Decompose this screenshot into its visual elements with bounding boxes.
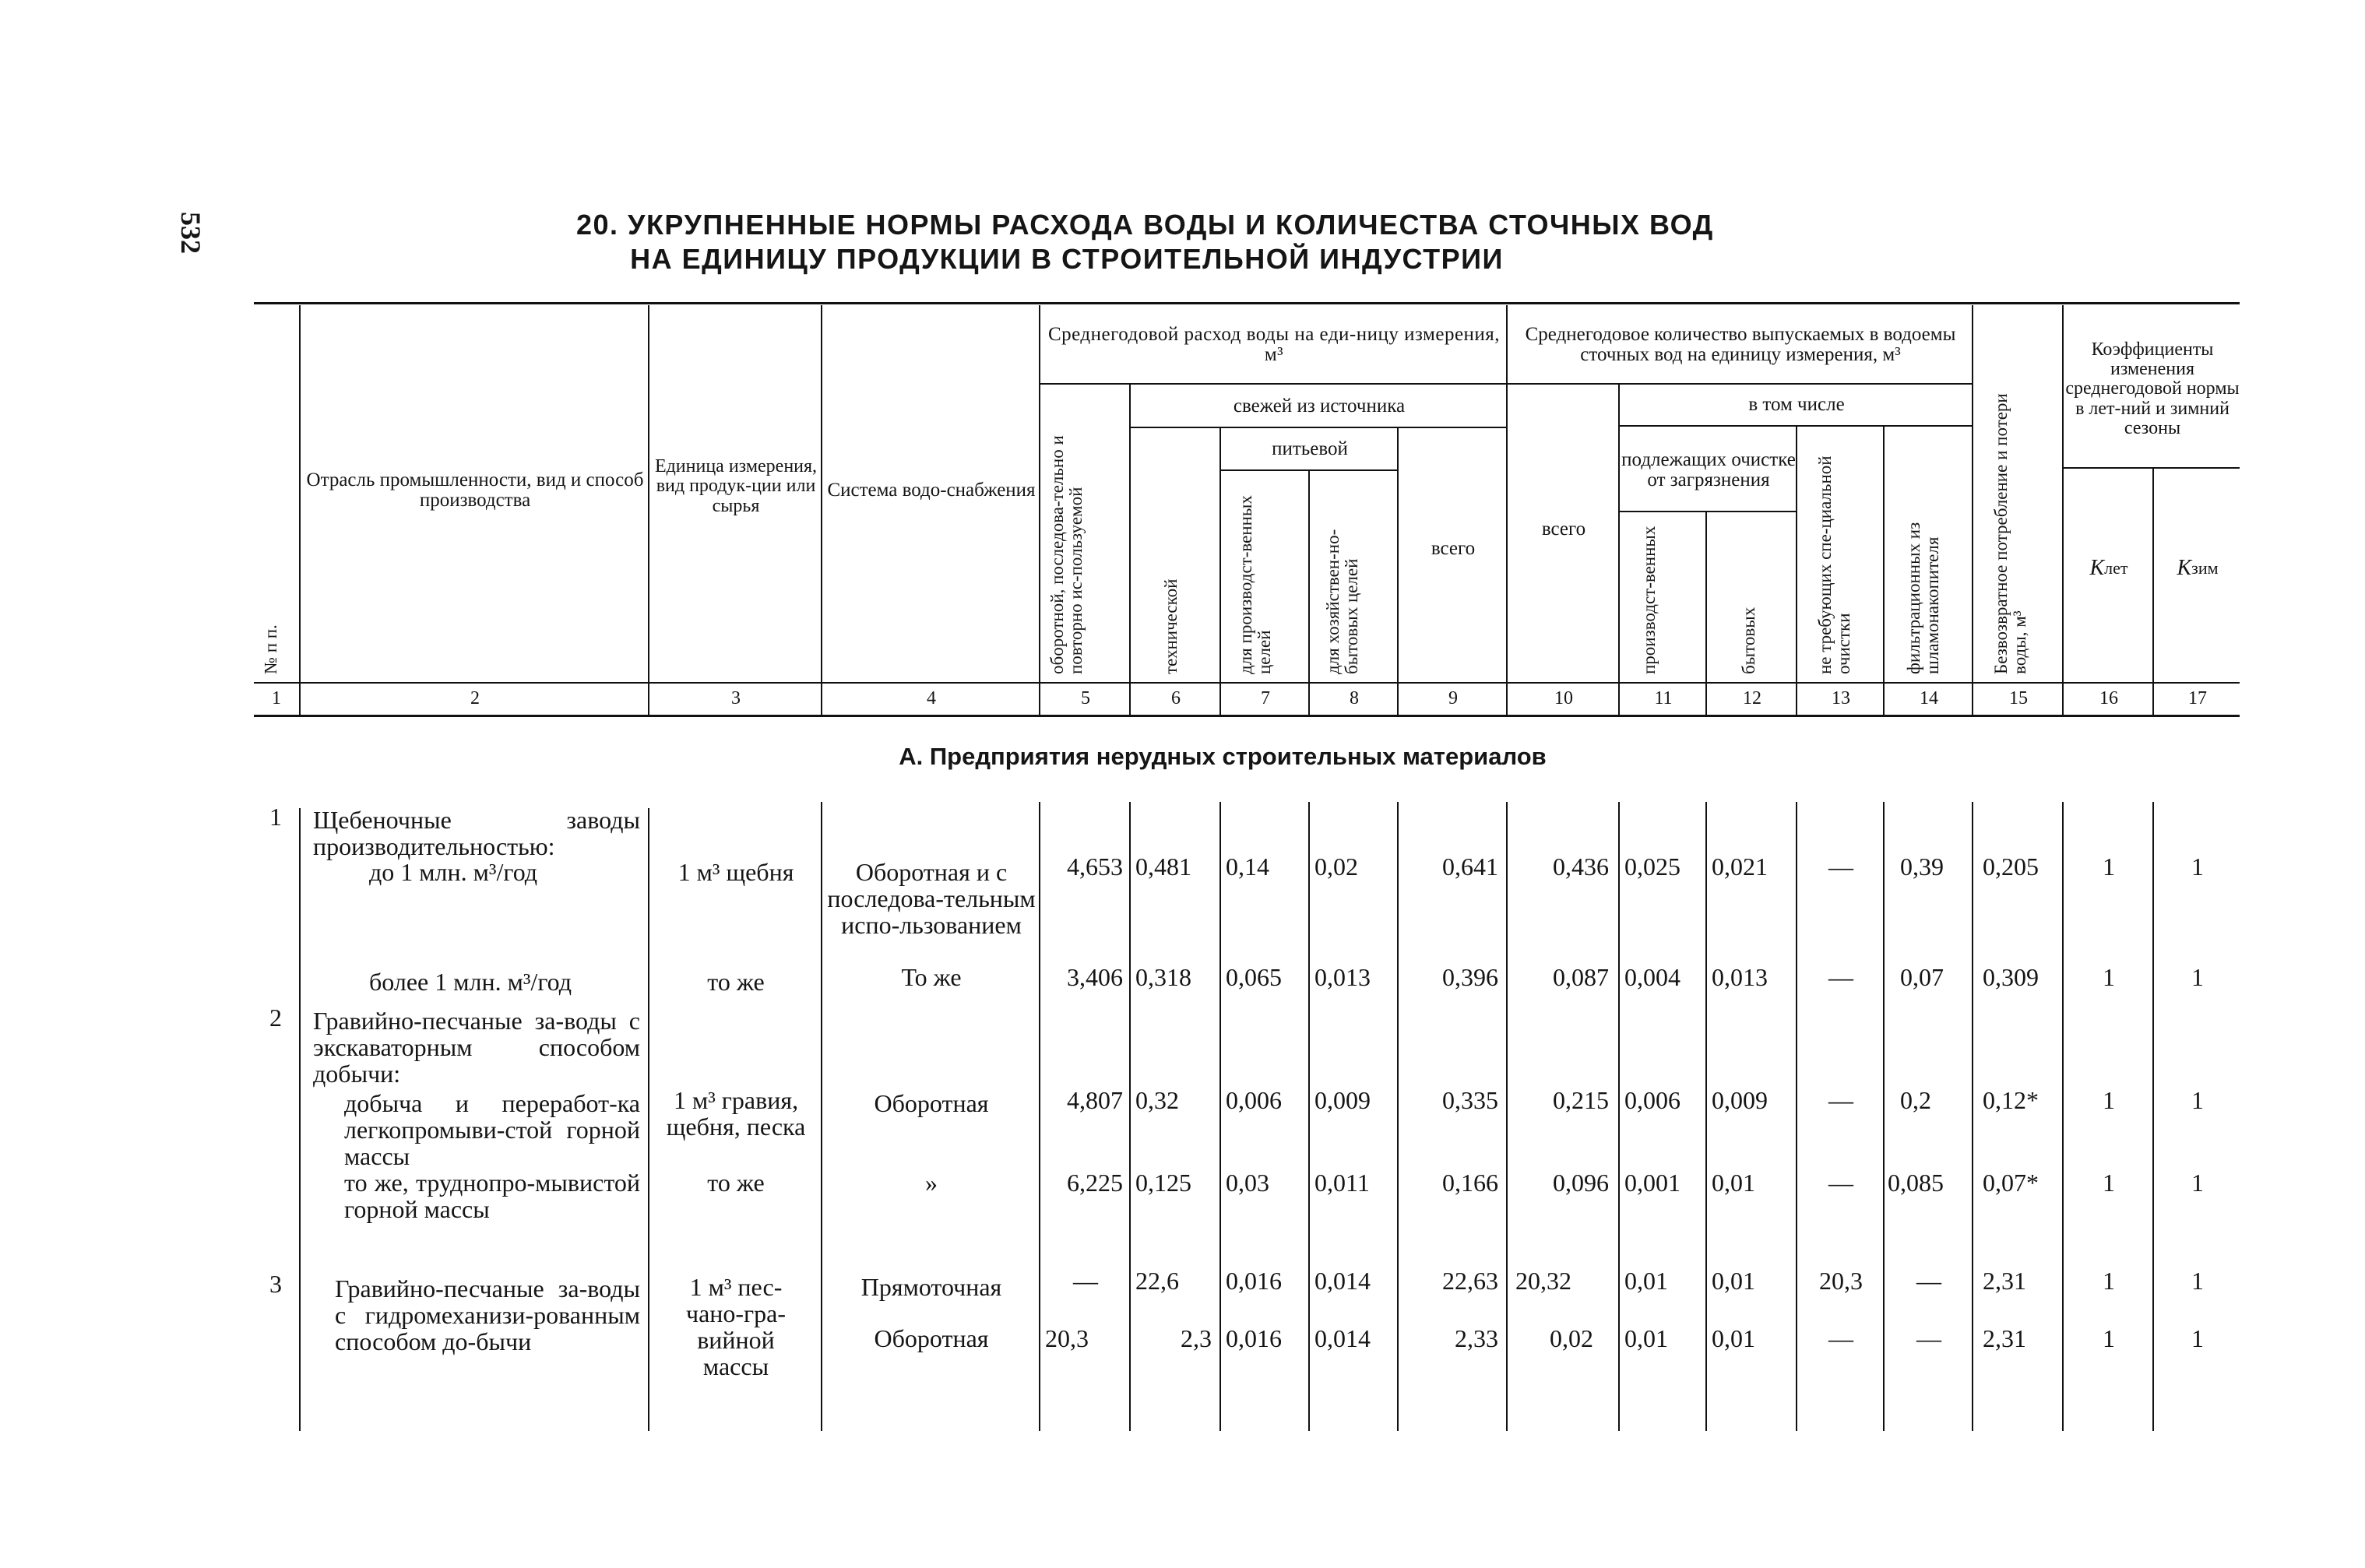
cell-value: 4,807 bbox=[1067, 1086, 1123, 1114]
section-title: А. Предприятия нерудных строительных материалов bbox=[899, 743, 1547, 770]
cell-value: 6,225 bbox=[1067, 1169, 1123, 1197]
cell-value: 0,001 bbox=[1624, 1169, 1680, 1197]
header-losses: Безвозвратное потребление и потери воды, м³ bbox=[1991, 393, 2030, 674]
column-number: 17 bbox=[2188, 688, 2207, 708]
column-number: 4 bbox=[927, 688, 936, 708]
header-row-number: № п п. bbox=[261, 624, 280, 674]
rule-coef bbox=[2062, 467, 2240, 469]
body-vline-1 bbox=[299, 808, 301, 1431]
body-vline-9 bbox=[1506, 802, 1508, 1431]
header-drinking: питьевой bbox=[1272, 438, 1348, 459]
cell-value: 1 bbox=[2103, 1324, 2115, 1352]
cell-value: 0,087 bbox=[1553, 963, 1609, 991]
vline-14 bbox=[1972, 305, 1973, 715]
cell-value: 0,021 bbox=[1712, 853, 1768, 881]
vline-6 bbox=[1219, 428, 1221, 715]
cell-value: 0,07* bbox=[1983, 1169, 2039, 1197]
header-industrial: производст-венных bbox=[1639, 526, 1659, 674]
row-number: 3 bbox=[269, 1270, 282, 1298]
cell-value: 1 bbox=[2191, 1324, 2204, 1352]
vline-11 bbox=[1705, 512, 1707, 715]
body-vline-12 bbox=[1796, 802, 1797, 1431]
cell-value: — bbox=[1828, 853, 1853, 881]
cell-system: Оборотная bbox=[874, 1324, 989, 1352]
header-household: бытовых bbox=[1739, 606, 1758, 674]
row-label: Щебеночные заводы производительностью: bbox=[313, 806, 640, 860]
cell-value: 0,01 bbox=[1624, 1267, 1668, 1295]
header-bottom-rule bbox=[254, 715, 2240, 717]
column-number: 6 bbox=[1171, 688, 1181, 708]
header-coefficients: Коэффициенты изменения среднегодовой нормы в лет-ний и зимний сезоны bbox=[2065, 339, 2240, 438]
body-vline-8 bbox=[1397, 802, 1399, 1431]
cell-value: 0,396 bbox=[1442, 963, 1498, 991]
vline-10 bbox=[1618, 385, 1620, 715]
header-production-needs: для производст-венных целей bbox=[1236, 495, 1275, 674]
row-number: 1 bbox=[269, 803, 282, 831]
rule-consumption bbox=[1040, 383, 1506, 385]
cell-unit: то же bbox=[707, 1169, 765, 1197]
rule-including bbox=[1618, 425, 1972, 427]
row-label: то же, труднопро-мывистой горной массы bbox=[344, 1169, 640, 1223]
header-total-fresh: всего bbox=[1431, 537, 1476, 559]
cell-value: 0,03 bbox=[1226, 1169, 1269, 1197]
column-number: 10 bbox=[1554, 688, 1573, 708]
row-label: Гравийно-песчаные за-воды с гидромеханизи-рованным способом до-бычи bbox=[335, 1274, 640, 1355]
column-number: 7 bbox=[1261, 688, 1270, 708]
cell-value: — bbox=[1916, 1324, 1941, 1352]
body-vline-10 bbox=[1618, 802, 1620, 1431]
row-label: Гравийно-песчаные за-воды с экскаваторным способом добычи: bbox=[313, 1007, 640, 1088]
column-number: 2 bbox=[470, 688, 480, 708]
cell-value: — bbox=[1073, 1267, 1098, 1295]
cell-value: — bbox=[1828, 1324, 1853, 1352]
cell-value: 0,01 bbox=[1712, 1169, 1755, 1197]
cell-value: 1 bbox=[2191, 963, 2204, 991]
header-consumption-group: Среднегодовой расход воды на еди-ницу измерения, м³ bbox=[1047, 323, 1501, 365]
cell-value: 0,125 bbox=[1135, 1169, 1191, 1197]
cell-value: 1 bbox=[2103, 963, 2115, 991]
header-technical: технической bbox=[1161, 578, 1181, 674]
header-subject-cleaning: подлежащих очистке от загрязнения bbox=[1621, 448, 1796, 490]
cell-value: 0,006 bbox=[1624, 1086, 1680, 1114]
vline-7 bbox=[1308, 470, 1310, 715]
cell-value: — bbox=[1916, 1267, 1941, 1295]
header-system: Система водо-снабжения bbox=[827, 479, 1036, 501]
column-number: 14 bbox=[1920, 688, 1938, 708]
cell-value: 20,32 bbox=[1515, 1267, 1571, 1295]
cell-system: Прямоточная bbox=[860, 1273, 1002, 1301]
cell-value: 0,205 bbox=[1983, 853, 2039, 881]
header-filtration: фильтрационных из шламонакопителя bbox=[1904, 522, 1943, 674]
cell-value: 0,02 bbox=[1550, 1324, 1593, 1352]
body-vline-5 bbox=[1129, 802, 1131, 1431]
cell-value: 0,07 bbox=[1900, 963, 1944, 991]
k-summer-symbol: K bbox=[2089, 556, 2105, 581]
column-number-rule bbox=[254, 682, 2240, 684]
cell-value: 0,01 bbox=[1712, 1324, 1755, 1352]
header-total-waste: всего bbox=[1541, 518, 1586, 540]
page-number: 532 bbox=[175, 212, 206, 254]
cell-value: 0,016 bbox=[1226, 1267, 1282, 1295]
cell-value: 0,014 bbox=[1314, 1267, 1371, 1295]
cell-value: 0,065 bbox=[1226, 963, 1282, 991]
k-winter-subscript: зим bbox=[2191, 558, 2219, 578]
body-vline-14 bbox=[1972, 802, 1973, 1431]
cell-value: 0,011 bbox=[1314, 1169, 1370, 1197]
cell-value: 1 bbox=[2191, 1086, 2204, 1114]
cell-value: 0,318 bbox=[1135, 963, 1191, 991]
header-branch: Отрасль промышленности, вид и способ производства bbox=[306, 469, 644, 511]
k-winter-symbol: K bbox=[2177, 556, 2192, 581]
header-household-needs: для хозяйствен-но-бытовых целей bbox=[1323, 529, 1362, 674]
vline-1 bbox=[299, 305, 301, 715]
cell-value: 0,14 bbox=[1226, 853, 1269, 881]
body-vline-6 bbox=[1219, 802, 1221, 1431]
cell-value: 0,01 bbox=[1712, 1267, 1755, 1295]
cell-value: 0,016 bbox=[1226, 1324, 1282, 1352]
cell-value: 0,085 bbox=[1888, 1169, 1944, 1197]
cell-unit: то же bbox=[707, 968, 765, 996]
cell-value: 20,3 bbox=[1819, 1267, 1863, 1295]
cell-value: 0,215 bbox=[1553, 1086, 1609, 1114]
cell-value: 22,63 bbox=[1442, 1267, 1498, 1295]
cell-value: 0,014 bbox=[1314, 1324, 1371, 1352]
column-number: 3 bbox=[731, 688, 741, 708]
cell-value: 1 bbox=[2103, 853, 2115, 881]
header-k-summer bbox=[2065, 545, 2152, 592]
header-wastewater-group: Среднегодовое количество выпускаемых в водоемы сточных вод на единицу измерения, м³ bbox=[1525, 323, 1956, 365]
k-summer-subscript: лет bbox=[2104, 558, 2128, 578]
cell-value: — bbox=[1828, 963, 1853, 991]
cell-value: 0,309 bbox=[1983, 963, 2039, 991]
cell-value: 22,6 bbox=[1135, 1267, 1179, 1295]
cell-value: 2,3 bbox=[1181, 1324, 1212, 1352]
vline-4 bbox=[1039, 305, 1040, 715]
header-including: в том числе bbox=[1748, 393, 1845, 415]
cell-value: 1 bbox=[2191, 1169, 2204, 1197]
cell-value: 0,32 bbox=[1135, 1086, 1179, 1114]
cell-value: 2,33 bbox=[1455, 1324, 1498, 1352]
header-no-cleaning: не требующих спе-циальной очистки bbox=[1815, 455, 1854, 674]
column-number: 1 bbox=[272, 688, 281, 708]
row-label: более 1 млн. м³/год bbox=[369, 968, 572, 996]
column-number: 15 bbox=[2009, 688, 2028, 708]
cell-system: » bbox=[925, 1169, 938, 1197]
header-top-rule bbox=[254, 302, 2240, 304]
cell-value: 1 bbox=[2191, 1267, 2204, 1295]
body-vline-16 bbox=[2152, 802, 2154, 1431]
rule-subject bbox=[1618, 511, 1796, 512]
cell-value: — bbox=[1828, 1086, 1853, 1114]
body-vline-13 bbox=[1883, 802, 1885, 1431]
body-vline-15 bbox=[2062, 802, 2064, 1431]
vline-2 bbox=[648, 305, 649, 715]
cell-value: 3,406 bbox=[1067, 963, 1123, 991]
cell-value: 0,025 bbox=[1624, 853, 1680, 881]
vline-5 bbox=[1129, 385, 1131, 715]
cell-value: 0,096 bbox=[1553, 1169, 1609, 1197]
cell-value: 1 bbox=[2191, 853, 2204, 881]
header-unit: Единица измерения, вид продук-ции или сырья bbox=[654, 456, 818, 516]
vline-16 bbox=[2152, 469, 2154, 715]
vline-15 bbox=[2062, 305, 2064, 715]
body-vline-7 bbox=[1308, 802, 1310, 1431]
table-title-line-1: 20. УКРУПНЕННЫЕ НОРМЫ РАСХОДА ВОДЫ И КОЛИЧЕСТВА СТОЧНЫХ ВОД bbox=[576, 209, 1714, 241]
body-vline-4 bbox=[1039, 802, 1040, 1431]
cell-value: 0,166 bbox=[1442, 1169, 1498, 1197]
column-number: 13 bbox=[1832, 688, 1850, 708]
cell-value: 1 bbox=[2103, 1267, 2115, 1295]
row-label: до 1 млн. м³/год bbox=[369, 858, 538, 886]
column-number: 9 bbox=[1448, 688, 1458, 708]
vline-12 bbox=[1796, 427, 1797, 715]
cell-unit: 1 м³ гравия, щебня, песка bbox=[666, 1086, 806, 1141]
cell-system: Оборотная bbox=[874, 1089, 989, 1117]
table-title-line-2: НА ЕДИНИЦУ ПРОДУКЦИИ В СТРОИТЕЛЬНОЙ ИНДУСТРИИ bbox=[630, 243, 1504, 275]
cell-unit: 1 м³ щебня bbox=[677, 858, 794, 886]
cell-value: 0,013 bbox=[1314, 963, 1371, 991]
column-number: 11 bbox=[1654, 688, 1673, 708]
body-vline-11 bbox=[1705, 802, 1707, 1431]
cell-value: 0,009 bbox=[1712, 1086, 1768, 1114]
cell-value: 4,653 bbox=[1067, 853, 1123, 881]
cell-value: 1 bbox=[2103, 1086, 2115, 1114]
cell-value: 0,436 bbox=[1553, 853, 1609, 881]
cell-value: 0,12* bbox=[1983, 1086, 2039, 1114]
cell-value: 0,481 bbox=[1135, 853, 1191, 881]
cell-value: 20,3 bbox=[1045, 1324, 1089, 1352]
column-number: 12 bbox=[1743, 688, 1761, 708]
cell-system: То же bbox=[901, 963, 962, 991]
column-number: 8 bbox=[1350, 688, 1359, 708]
header-fresh: свежей из источника bbox=[1233, 395, 1406, 417]
cell-value: 0,2 bbox=[1900, 1086, 1931, 1114]
row-number: 2 bbox=[269, 1004, 282, 1032]
cell-value: 0,013 bbox=[1712, 963, 1768, 991]
header-recirculated: оборотной, последова-тельно и повторно ис-пользуемой bbox=[1047, 435, 1086, 674]
vline-9 bbox=[1506, 305, 1508, 715]
rule-wastewater bbox=[1508, 383, 1972, 385]
vline-3 bbox=[821, 305, 822, 715]
cell-value: 0,02 bbox=[1314, 853, 1358, 881]
cell-value: 0,009 bbox=[1314, 1086, 1371, 1114]
row-label: добыча и переработ-ка легкопромыви-стой горной массы bbox=[344, 1089, 640, 1170]
cell-value: 1 bbox=[2103, 1169, 2115, 1197]
cell-value: 2,31 bbox=[1983, 1324, 2026, 1352]
cell-value: 0,01 bbox=[1624, 1324, 1668, 1352]
column-number: 16 bbox=[2099, 688, 2118, 708]
cell-value: 2,31 bbox=[1983, 1267, 2026, 1295]
cell-value: 0,641 bbox=[1442, 853, 1498, 881]
rule-fresh bbox=[1129, 427, 1506, 428]
vline-13 bbox=[1883, 427, 1885, 715]
cell-system: Оборотная и с последова-тельным испо-льзованием bbox=[827, 858, 1036, 939]
cell-value: 0,006 bbox=[1226, 1086, 1282, 1114]
cell-unit: 1 м³ пес-чано-гра-вийной массы bbox=[685, 1273, 787, 1380]
vline-8 bbox=[1397, 428, 1399, 715]
header-k-winter bbox=[2156, 545, 2240, 592]
cell-value: 0,39 bbox=[1900, 853, 1944, 881]
column-number: 5 bbox=[1081, 688, 1090, 708]
cell-value: — bbox=[1828, 1169, 1853, 1197]
cell-value: 0,335 bbox=[1442, 1086, 1498, 1114]
cell-value: 0,004 bbox=[1624, 963, 1680, 991]
